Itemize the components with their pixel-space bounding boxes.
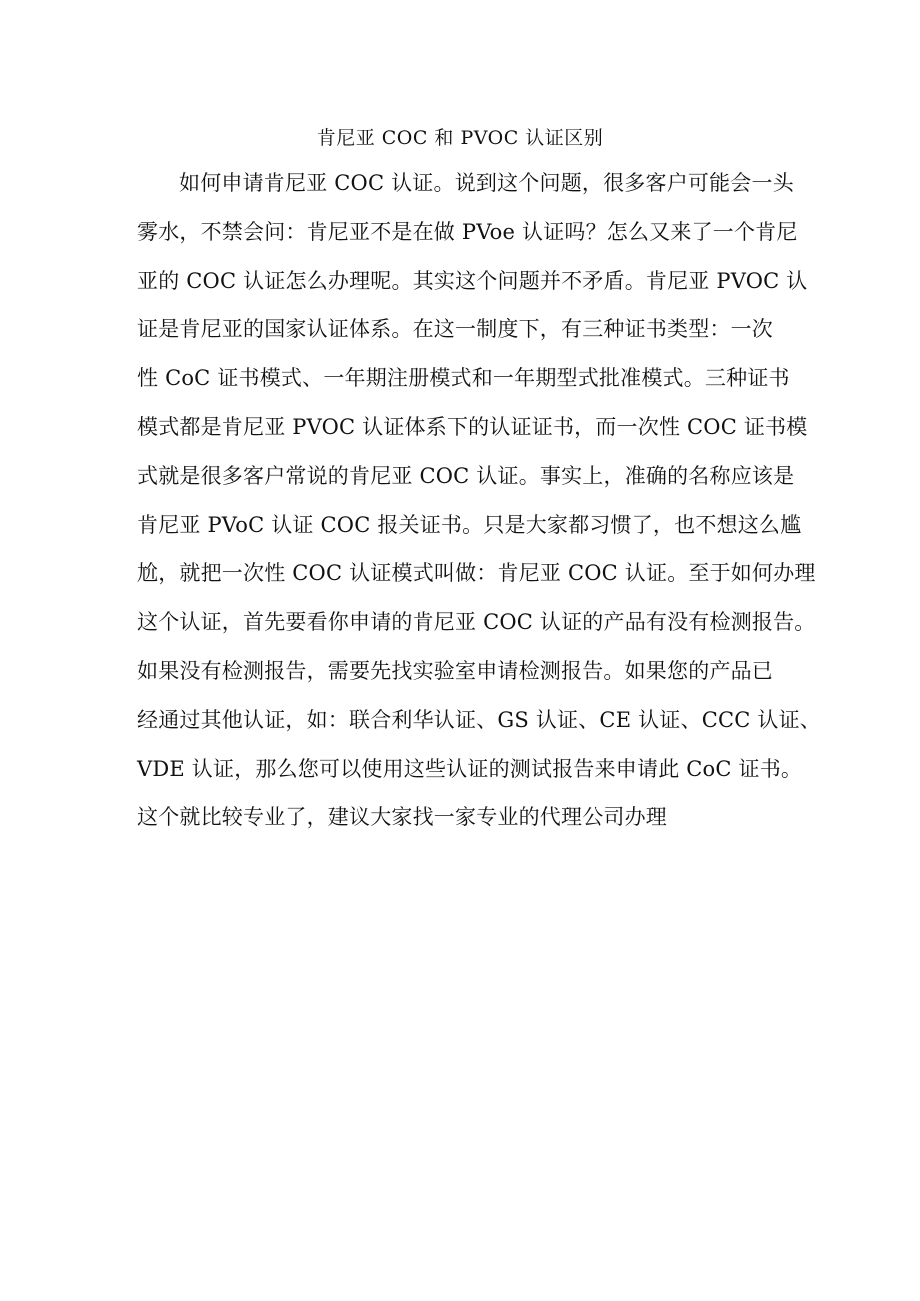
body-line: 模式都是肯尼亚 PVOC 认证体系下的认证证书，而一次性 COC 证书模 — [137, 414, 808, 439]
document-body — [137, 163, 821, 846]
body-line: 证是肯尼亚的国家认证体系。在这一制度下，有三种证书类型：一次 — [137, 317, 773, 342]
body-line: 尬，就把一次性 COC 认证模式叫做：肯尼亚 COC 认证。至于如何办理 — [137, 561, 816, 586]
body-line: 经通过其他认证，如：联合利华认证、GS 认证、CE 认证、CCC 认证、 — [137, 707, 821, 732]
body-line: 这个认证，首先要看你申请的肯尼亚 COC 认证的产品有没有检测报告。 — [137, 610, 816, 635]
body-line: 性 CoC 证书模式、一年期注册模式和一年期型式批准模式。三种证书 — [137, 366, 790, 391]
body-line: 亚的 COC 认证怎么办理呢。其实这个问题并不矛盾。肯尼亚 PVOC 认 — [137, 268, 808, 293]
body-line: 肯尼亚 PVoC 认证 COC 报关证书。只是大家都习惯了，也不想这么尴 — [137, 512, 802, 537]
body-line: 雾水，不禁会问：肯尼亚不是在做 PVoe 认证吗？怎么又来了一个肯尼 — [137, 219, 798, 244]
body-line: VDE 认证，那么您可以使用这些认证的测试报告来申请此 CoC 证书。 — [137, 756, 803, 781]
document-title: 肯尼亚 COC 和 PVOC 认证区别 — [316, 127, 604, 149]
body-line: 式就是很多客户常说的肯尼亚 COC 认证。事实上，准确的名称应该是 — [137, 463, 795, 488]
body-line: 如果没有检测报告，需要先找实验室申请检测报告。如果您的产品已 — [137, 658, 773, 683]
body-line: 这个就比较专业了，建议大家找一家专业的代理公司办理 — [137, 805, 667, 830]
body-line: 如何申请肯尼亚 COC 认证。说到这个问题，很多客户可能会一头 — [179, 171, 794, 195]
